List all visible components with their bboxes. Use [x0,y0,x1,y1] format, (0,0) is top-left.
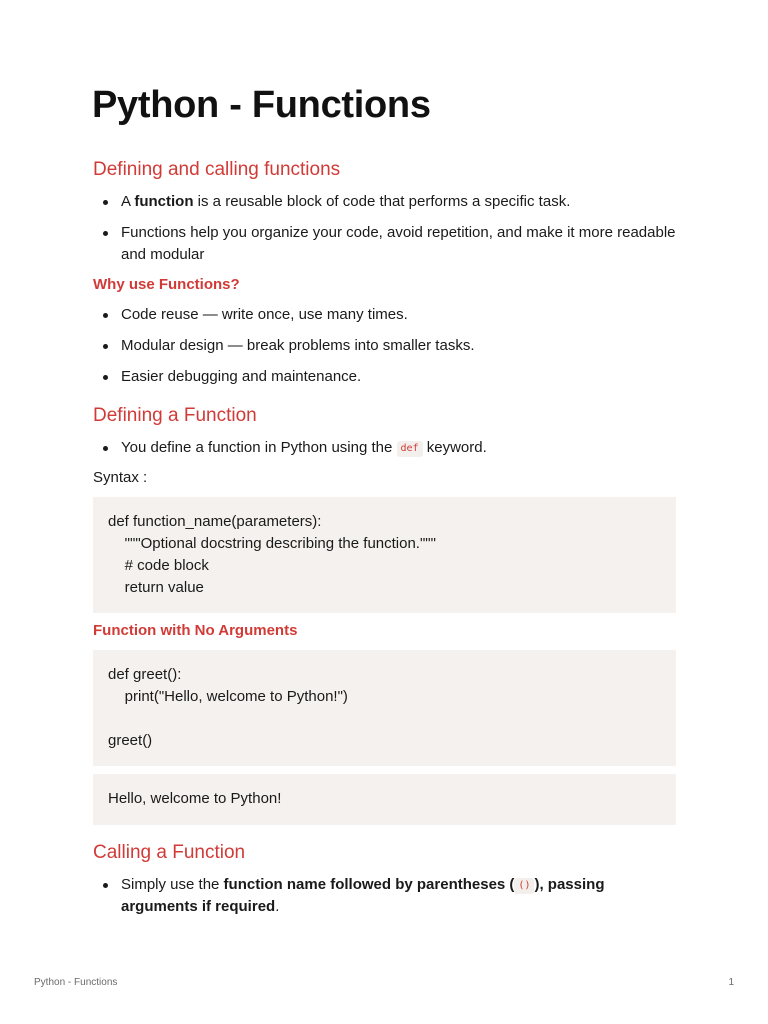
code-line: return value [108,579,204,596]
code-line: """Optional docstring describing the function.""" [108,535,436,552]
inline-code: def [397,441,423,457]
list-item: Code reuse — write once, use many times. [93,304,676,326]
code-line [108,708,661,730]
subheading-no-arguments: Function with No Arguments [93,622,298,639]
defining-calling-list [93,191,676,266]
section-heading-calling: Calling a Function [93,842,246,863]
code-line: greet() [108,732,153,749]
calling-list [93,874,676,918]
section-heading-defining: Defining a Function [93,405,257,426]
list-item: Modular design — break problems into smaller tasks. [93,335,676,357]
no-args-code-block [93,650,676,766]
output-block [93,774,676,825]
defining-list [93,437,676,459]
code-line: print("Hello, welcome to Python!") [108,688,348,705]
page-title: Python - Functions [92,84,431,126]
subheading-why-use: Why use Functions? [93,276,240,293]
list-item: Easier debugging and maintenance. [93,366,676,388]
footer-title: Python - Functions [34,977,118,988]
code-line: def greet(): [108,666,182,683]
bold-term: function [134,193,194,210]
list-item: Functions help you organize your code, avoid repetition, and make it more readable and modular [93,222,676,266]
code-line: # code block [108,557,209,574]
section-heading-defining-calling: Defining and calling functions [93,159,341,180]
list-item: A function is a reusable block of code that performs a specific task. [93,191,676,213]
code-line: def function_name(parameters): [108,513,322,530]
page-number: 1 [728,977,734,988]
list-item: Simply use the function name followed by parentheses ( () ), passing arguments if required. [93,874,676,918]
list-item: You define a function in Python using the def keyword. [93,437,676,459]
output-line: Hello, welcome to Python! [108,790,282,807]
inline-code: () [514,878,534,894]
bold-term: function name followed by parentheses ( [223,876,515,893]
syntax-code-block [93,497,676,613]
bold-term: ), passing arguments if required [121,876,605,915]
why-use-list [93,304,676,388]
syntax-label: Syntax : [93,469,148,486]
